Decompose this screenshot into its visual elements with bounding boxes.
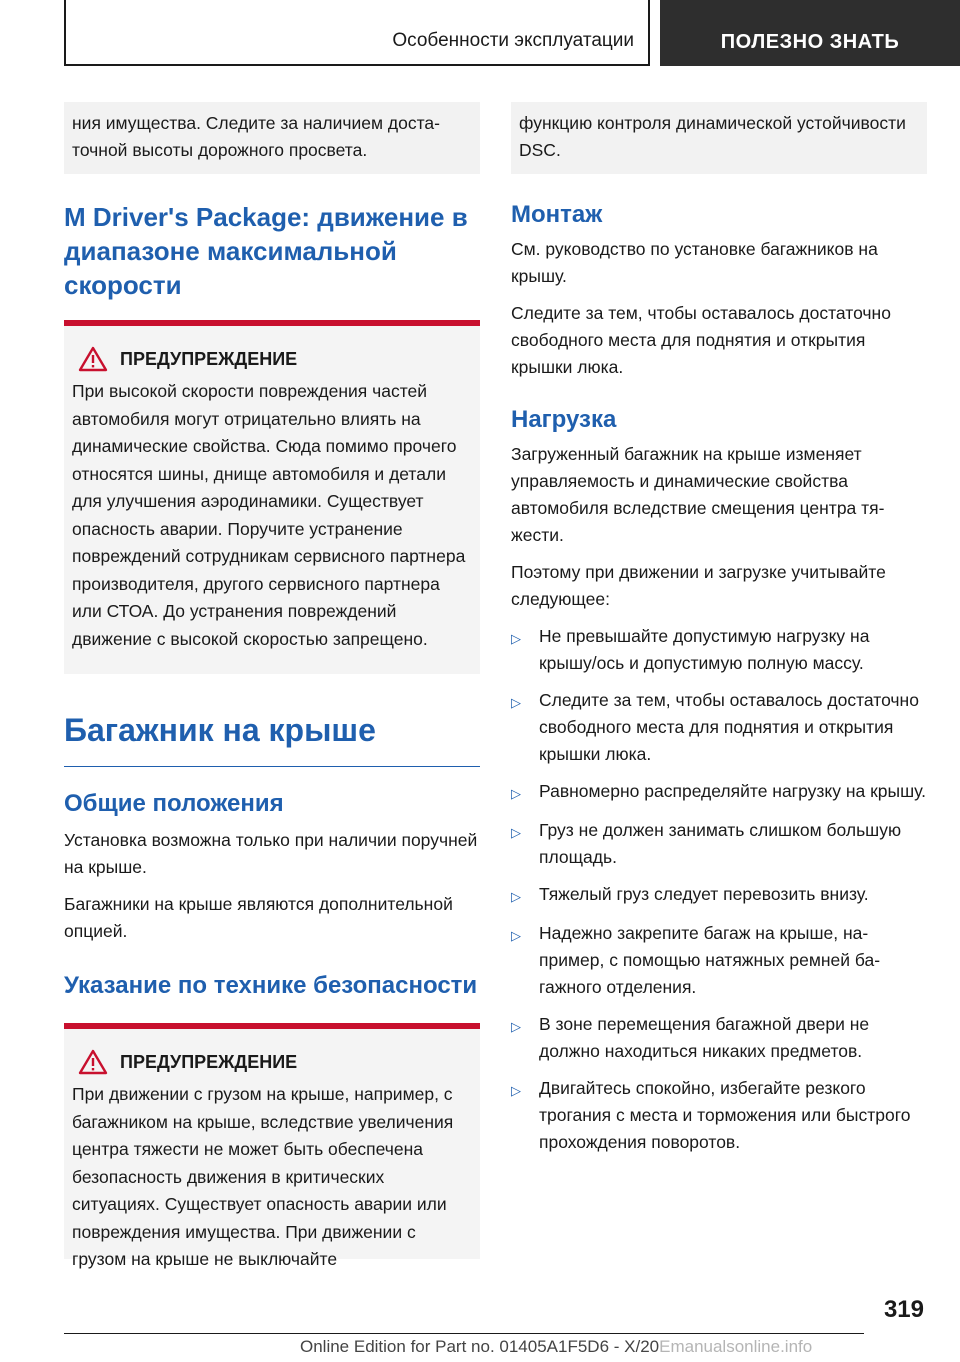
load-paragraph-2: Поэтому при движении и загрузке учитывайте следующее: bbox=[511, 562, 886, 609]
bullet-triangle-icon: ▷ bbox=[511, 695, 521, 710]
bullet-triangle-icon: ▷ bbox=[511, 1019, 521, 1034]
safety-heading: Указание по технике безопасности bbox=[64, 972, 478, 999]
bullet-text: Груз не должен занимать слишком большую площадь. bbox=[539, 820, 902, 867]
bullet-triangle-icon: ▷ bbox=[511, 889, 521, 904]
load-paragraph-1: Загруженный багажник на крыше изменяет управляемость и динамические свойства автомобиля вследствие смещения центра тяжести. bbox=[511, 444, 885, 545]
roof-rack-heading: Багажник на крыше bbox=[64, 712, 376, 748]
header-section-title: Особенности эксплуатации bbox=[392, 30, 634, 51]
bullet-triangle-icon: ▷ bbox=[511, 786, 521, 801]
continued-box-left bbox=[64, 102, 480, 174]
warning-box-2 bbox=[64, 1029, 480, 1269]
bullet-text: Равномерно распределяйте нагрузку на крышу. bbox=[539, 781, 926, 801]
heading-rule bbox=[64, 766, 480, 767]
warning-label-2: ПРЕДУПРЕЖДЕНИЕ bbox=[120, 1051, 298, 1072]
bullet-item bbox=[511, 623, 927, 677]
left-column bbox=[64, 102, 480, 1269]
header-section bbox=[64, 0, 650, 66]
header-chapter bbox=[660, 0, 960, 66]
load-heading: Нагрузка bbox=[511, 406, 617, 433]
bullet-item bbox=[511, 778, 927, 807]
bullet-text: Не превышайте допустимую нагрузку на крышу/ось и допустимую полную массу. bbox=[539, 626, 870, 673]
general-paragraph-1: Установка возможна только при наличии поручней на крыше. bbox=[64, 830, 478, 877]
bullet-triangle-icon: ▷ bbox=[511, 928, 521, 943]
warning-triangle-icon bbox=[78, 1049, 108, 1075]
continued-box-right bbox=[511, 102, 927, 174]
bullet-text: Двигайтесь спокойно, избегайте резкого трогания с места и торможения или быстрого прохождения поворотов. bbox=[539, 1078, 911, 1152]
bullet-text: Надежно закрепите багаж на крыше, например, с помощью натяжных ремней багажного отделения. bbox=[539, 923, 881, 997]
mdp-heading: M Driver's Package: движение в диапазоне максимальной скорости bbox=[64, 202, 468, 300]
bullet-item bbox=[511, 687, 927, 768]
footer-edition bbox=[300, 1337, 812, 1357]
load-bullet-list bbox=[511, 623, 927, 1156]
page-number: 319 bbox=[883, 1296, 924, 1323]
general-paragraph-2: Багажники на крыше являются дополнительной опцией. bbox=[64, 894, 453, 941]
mounting-heading: Монтаж bbox=[511, 201, 603, 228]
edition-text: Online Edition for Part no. 01405A1F5D6 - X/20 bbox=[300, 1337, 660, 1356]
warning-header-1 bbox=[72, 346, 472, 372]
continued-text-left: ния имущества. Следите за наличием достаточной высоты дорожного просвета. bbox=[72, 113, 440, 160]
bullet-triangle-icon: ▷ bbox=[511, 1083, 521, 1098]
bullet-item bbox=[511, 817, 927, 871]
bullet-text: Следите за тем, чтобы оставалось достаточно свободного места для поднятия и открытия крышки люка. bbox=[539, 690, 919, 764]
mounting-paragraph-2: Следите за тем, чтобы оставалось достаточно свободного места для поднятия и открытия крышки люка. bbox=[511, 303, 891, 377]
warning-header-2 bbox=[72, 1049, 472, 1075]
bullet-text: В зоне перемещения багажной двери не должно находиться никаких предметов. bbox=[539, 1014, 870, 1061]
warning-label-1: ПРЕДУПРЕЖДЕНИЕ bbox=[120, 348, 298, 369]
mounting-paragraph-1: См. руководство по установке багажников на крышу. bbox=[511, 239, 878, 286]
bullet-item bbox=[511, 920, 927, 1001]
bullet-item bbox=[511, 1075, 927, 1156]
warning-triangle-icon bbox=[78, 346, 108, 372]
bullet-triangle-icon: ▷ bbox=[511, 825, 521, 840]
bullet-text: Тяжелый груз следует перевозить внизу. bbox=[539, 884, 869, 904]
warning-text-2: При движении с грузом на крыше, например, с багажником на крыше, вследствие увеличения центра тяжести не может быть обеспечена безопасность движения в критических ситуациях. Существует опасность аварии или повреждения имущества. При движении с грузом на крыше не выключайте bbox=[72, 1084, 454, 1269]
header-chapter-title: ПОЛЕЗНО ЗНАТЬ bbox=[720, 30, 900, 53]
watermark-text: Emanualsonline.info bbox=[659, 1337, 813, 1356]
bullet-item bbox=[511, 881, 927, 910]
bullet-triangle-icon: ▷ bbox=[511, 631, 521, 646]
warning-text-1: При высокой скорости повреждения частей автомобиля могут отрицательно влиять на динамические свойства. Сюда помимо прочего относятся шины, днище автомобиля и детали для улучшения аэродинамики. Существует опасность аварии. Поручите устранение повреждений сотрудникам сервисного партнера производителя, другого сервисного партнера или СТОА. До устранения повреждений движение с высокой скоростью запрещено. bbox=[72, 381, 466, 649]
continued-text-right: функцию контроля динамической устойчивости DSC. bbox=[519, 113, 906, 160]
general-heading: Общие положения bbox=[64, 790, 284, 817]
footer-rule bbox=[64, 1333, 864, 1334]
right-column bbox=[511, 102, 927, 1156]
bullet-item bbox=[511, 1011, 927, 1065]
warning-box-1 bbox=[64, 326, 480, 674]
